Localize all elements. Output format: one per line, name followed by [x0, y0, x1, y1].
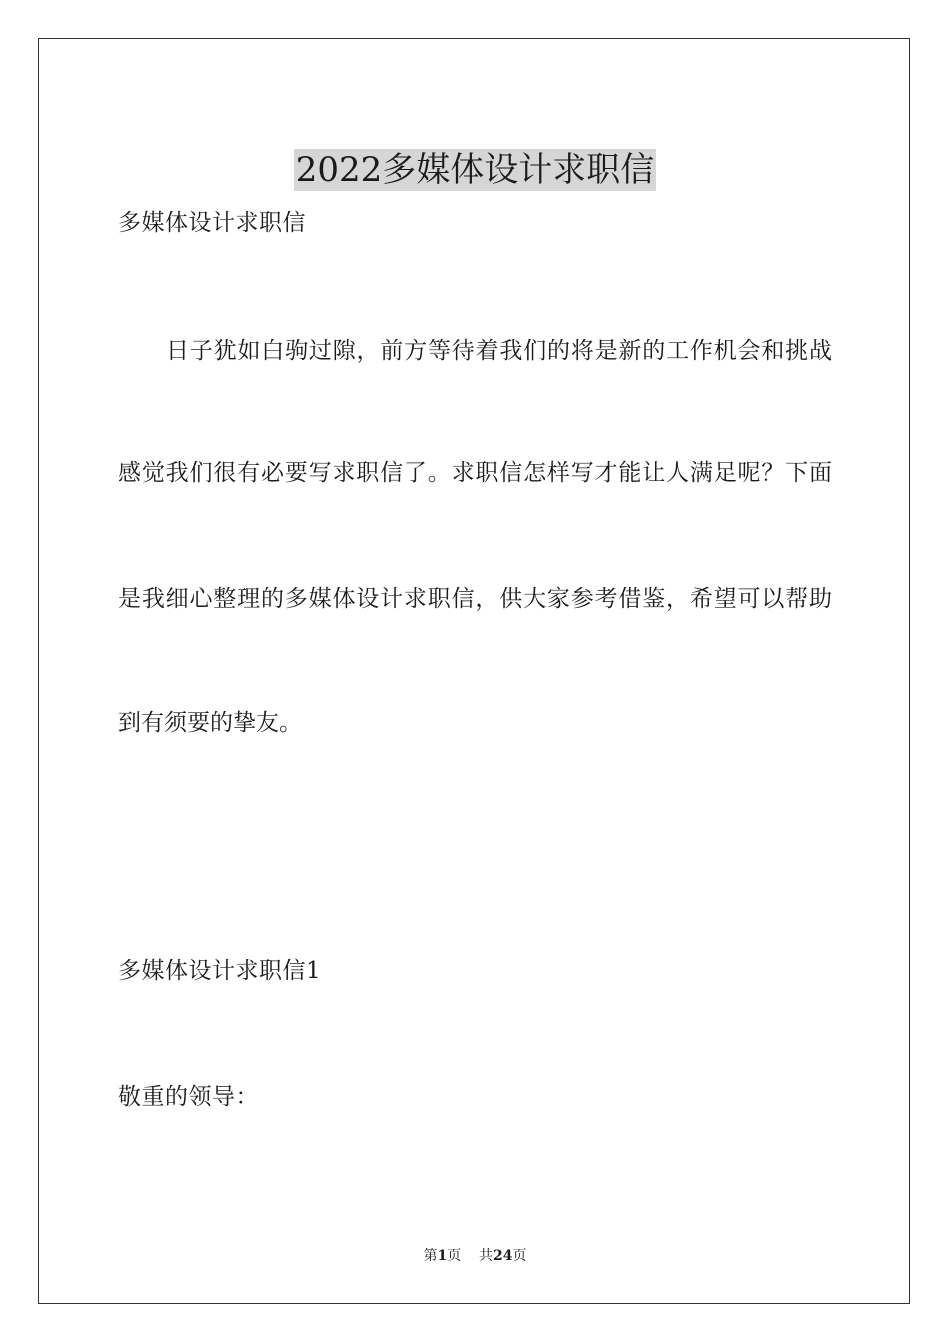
- section-heading: 多媒体设计求职信1: [118, 958, 322, 984]
- document-subtitle: 多媒体设计求职信: [118, 210, 306, 236]
- salutation: 敬重的领导：: [118, 1084, 259, 1110]
- intro-line-3: 是我细心整理的多媒体设计求职信，供大家参考借鉴，希望可以帮助: [118, 586, 832, 612]
- document-title: 2022多媒体设计求职信: [295, 149, 655, 190]
- footer-prefix: 第: [423, 1248, 438, 1264]
- footer-total-prefix: 共: [479, 1248, 494, 1264]
- intro-line-2: 感觉我们很有必要写求职信了。求职信怎样写才能让人满足呢？下面: [118, 460, 832, 486]
- footer-total-suffix: 页: [512, 1248, 527, 1264]
- footer-page-number: 1: [437, 1248, 448, 1264]
- footer-page-suffix: 页: [447, 1248, 462, 1264]
- footer-total-pages: 24: [493, 1248, 513, 1264]
- intro-line-4: 到有须要的挚友。: [118, 710, 302, 736]
- intro-line-1: 日子犹如白驹过隙，前方等待着我们的将是新的工作机会和挑战: [166, 338, 832, 364]
- title-container: [0, 126, 950, 214]
- page-footer: [0, 1246, 950, 1266]
